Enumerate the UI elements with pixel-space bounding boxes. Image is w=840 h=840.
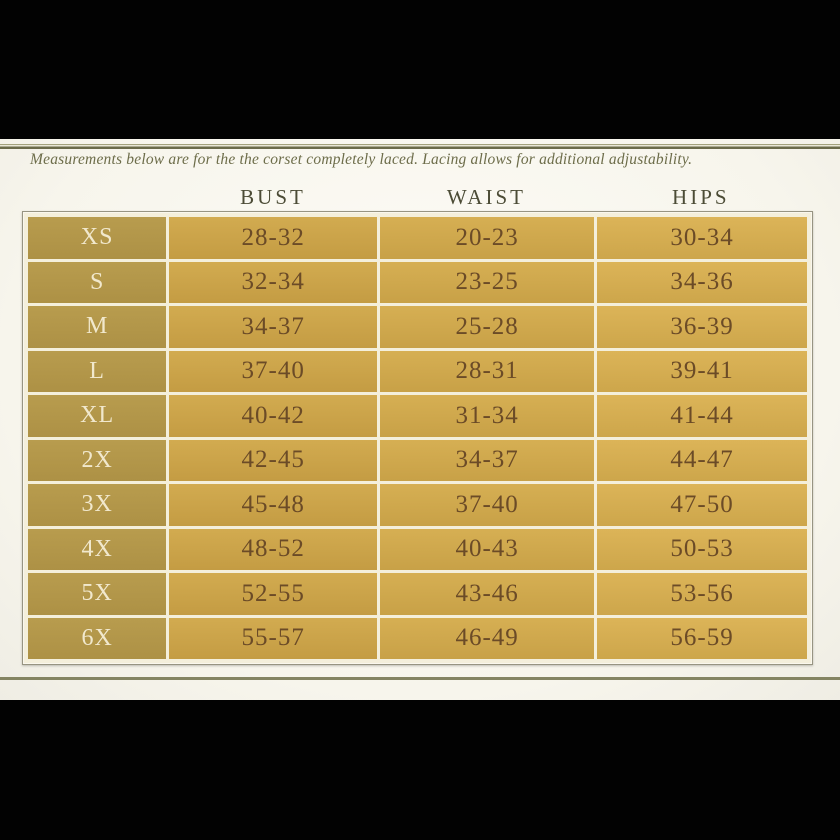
bottom-divider-rule <box>0 677 840 680</box>
measurement-note: Measurements below are for the the corset completely laced. Lacing allows for additional adjustability. <box>30 151 693 168</box>
measurement-cell: 34-37 <box>169 306 377 348</box>
measurement-cell: 43-46 <box>380 573 594 615</box>
measurement-cell: 34-36 <box>597 262 807 304</box>
measurement-cell: 32-34 <box>169 262 377 304</box>
measurement-cell: 23-25 <box>380 262 594 304</box>
top-divider-rule <box>0 144 840 149</box>
measurement-cell: 30-34 <box>597 217 807 259</box>
size-label-cell: 4X <box>28 529 166 571</box>
measurement-cell: 45-48 <box>169 484 377 526</box>
measurement-cell: 28-32 <box>169 217 377 259</box>
measurement-cell: 46-49 <box>380 618 594 660</box>
size-table <box>22 211 813 665</box>
measurement-cell: 39-41 <box>597 351 807 393</box>
column-header-bust: BUST <box>240 184 306 209</box>
measurement-cell: 40-43 <box>380 529 594 571</box>
measurement-cell: 34-37 <box>380 440 594 482</box>
row-header-spacer <box>28 183 168 211</box>
measurement-cell: 37-40 <box>380 484 594 526</box>
letterbox-bottom-bar <box>0 700 840 840</box>
size-label-cell: M <box>28 306 166 348</box>
measurement-cell: 41-44 <box>597 395 807 437</box>
measurement-cell: 47-50 <box>597 484 807 526</box>
measurement-cell: 40-42 <box>169 395 377 437</box>
measurement-cell: 48-52 <box>169 529 377 571</box>
size-label-cell: 3X <box>28 484 166 526</box>
letterbox-top-bar <box>0 0 840 139</box>
measurement-cell: 53-56 <box>597 573 807 615</box>
measurement-cell: 36-39 <box>597 306 807 348</box>
measurement-cell: 52-55 <box>169 573 377 615</box>
column-header-waist: WAIST <box>446 184 526 209</box>
measurement-cell: 42-45 <box>169 440 377 482</box>
measurement-cell: 20-23 <box>380 217 594 259</box>
size-label-cell: 5X <box>28 573 166 615</box>
measurement-cell: 50-53 <box>597 529 807 571</box>
measurement-cell: 37-40 <box>169 351 377 393</box>
size-label-cell: XL <box>28 395 166 437</box>
measurement-cell: 25-28 <box>380 306 594 348</box>
measurement-cell: 55-57 <box>169 618 377 660</box>
size-chart-panel <box>0 139 840 700</box>
size-label-cell: 6X <box>28 618 166 660</box>
size-label-cell: 2X <box>28 440 166 482</box>
measurement-cell: 44-47 <box>597 440 807 482</box>
size-label-cell: XS <box>28 217 166 259</box>
measurement-cell: 28-31 <box>380 351 594 393</box>
measurement-cell: 56-59 <box>597 618 807 660</box>
measurement-cell: 31-34 <box>380 395 594 437</box>
size-table-grid <box>28 217 807 659</box>
column-header-hips: HIPS <box>672 184 730 209</box>
size-label-cell: L <box>28 351 166 393</box>
size-label-cell: S <box>28 262 166 304</box>
column-header-row <box>22 183 813 211</box>
